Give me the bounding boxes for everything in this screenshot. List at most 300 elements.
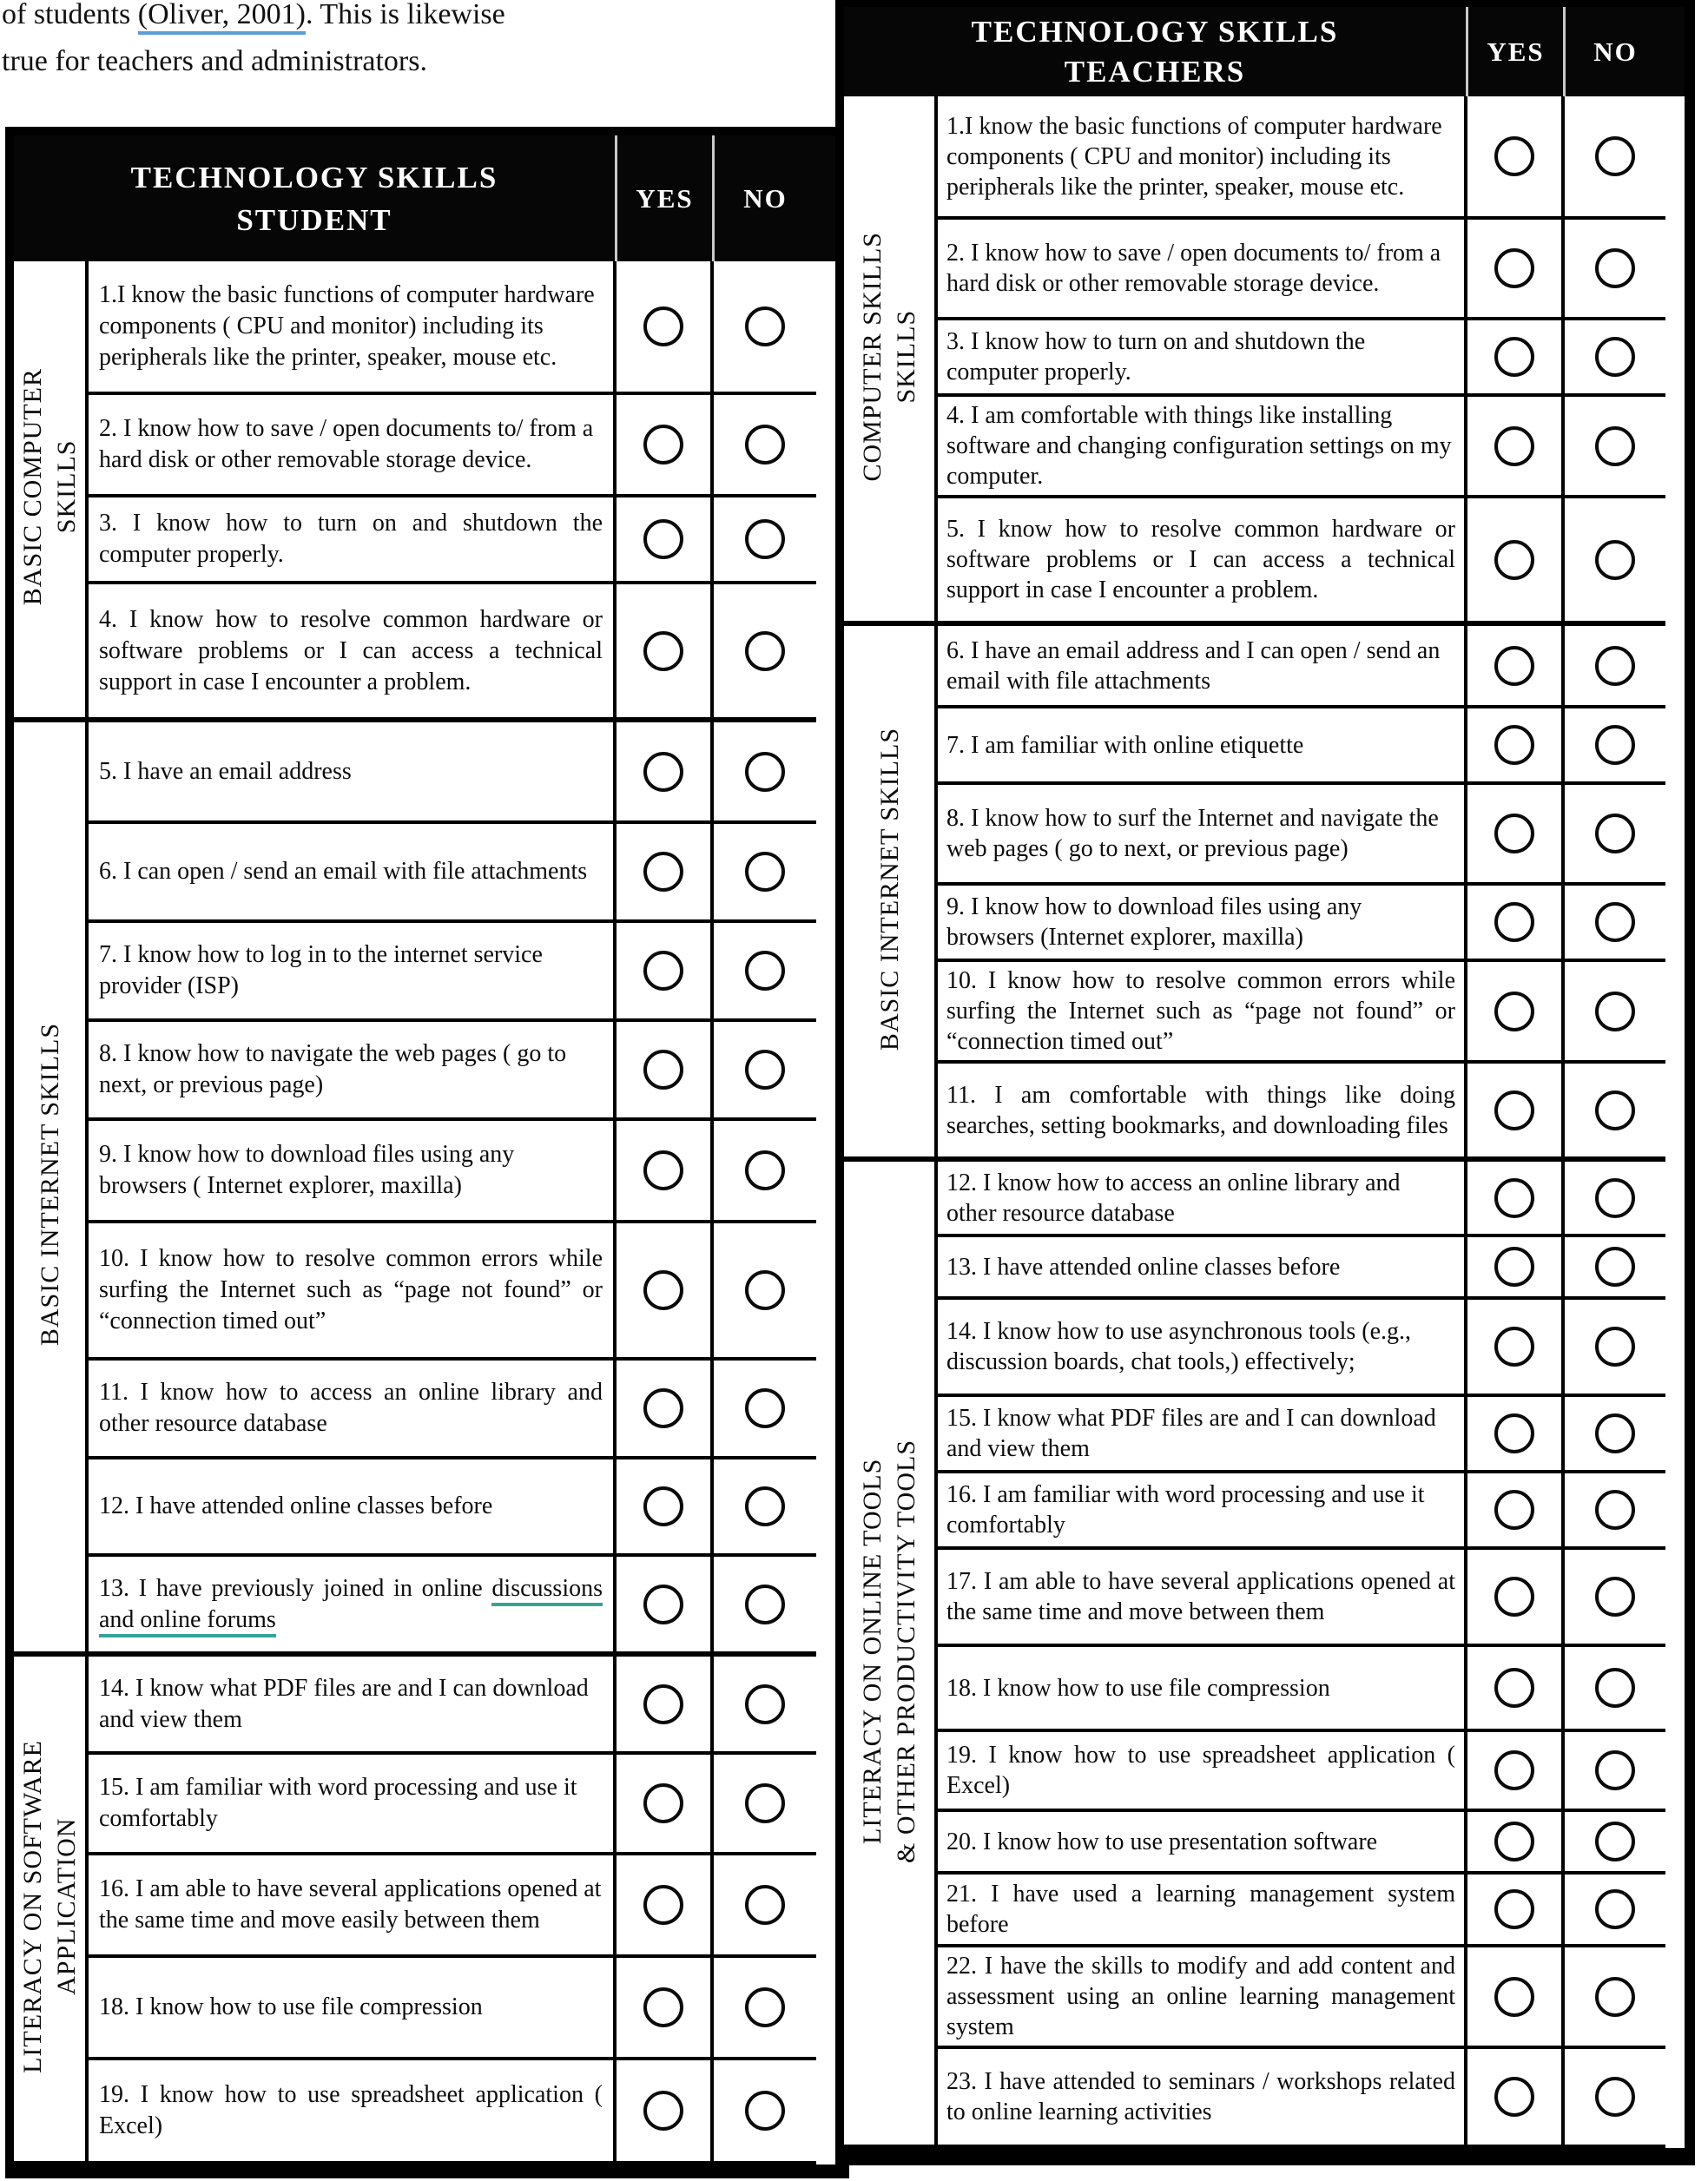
intro-line-2: true for teachers and administrators. (2, 45, 427, 77)
no-cell (1563, 96, 1665, 218)
table-row (14, 1854, 816, 1956)
question-text: 7. I know how to log in to the internet service provider (ISP) (99, 941, 543, 999)
yes-cell (1466, 884, 1563, 960)
yes-cell (615, 1654, 712, 1753)
question-cell (87, 1654, 615, 1753)
yes-radio[interactable] (1494, 1822, 1534, 1861)
question-cell (936, 96, 1466, 218)
no-radio[interactable] (745, 951, 785, 991)
no-radio[interactable] (1595, 1668, 1635, 1708)
no-radio[interactable] (1595, 1822, 1635, 1861)
question-text: 9. I know how to download files using any browsers ( Internet explorer, maxilla) (99, 1141, 515, 1199)
no-radio[interactable] (745, 2091, 785, 2131)
question-cell (936, 1548, 1466, 1645)
yes-radio[interactable] (643, 631, 683, 671)
question-text: 10. I know how to resolve common errors while surfing the Internet such as “page not found” or “connection timed out” (99, 1245, 603, 1334)
no-radio[interactable] (1595, 1490, 1635, 1530)
yes-radio[interactable] (643, 519, 683, 559)
no-radio[interactable] (1595, 337, 1635, 377)
question-text: 19. I know how to use spreadsheet application ( Excel) (946, 1742, 1455, 1799)
no-radio[interactable] (745, 752, 785, 792)
no-column-header: NO (1563, 7, 1665, 96)
no-cell (1563, 2047, 1665, 2146)
question-text: 18. I know how to use file compression (946, 1674, 1330, 1702)
yes-radio[interactable] (643, 1270, 683, 1310)
yes-column-header: YES (615, 135, 712, 261)
yes-cell (1466, 497, 1563, 623)
yes-radio[interactable] (643, 1050, 683, 1090)
no-radio[interactable] (745, 1885, 785, 1925)
question-cell (87, 1458, 615, 1555)
question-cell (87, 1359, 615, 1458)
question-text: 17. I am able to have several applications opened at the same time and move between them (946, 1568, 1455, 1625)
category-label-line: LITERACY ON ONLINE TOOLS (858, 1458, 887, 1844)
no-radio[interactable] (745, 1684, 785, 1724)
yes-radio[interactable] (643, 1486, 683, 1526)
yes-cell (1466, 1159, 1563, 1235)
question-cell (936, 1395, 1466, 1472)
no-radio[interactable] (745, 306, 785, 346)
no-radio[interactable] (1595, 1889, 1635, 1929)
table-row (844, 497, 1665, 623)
question-cell (936, 2047, 1466, 2146)
no-radio[interactable] (1595, 1327, 1635, 1367)
yes-radio[interactable] (1494, 1889, 1534, 1929)
teachers-table-header (844, 7, 1685, 96)
question-cell (936, 1062, 1466, 1159)
question-cell (936, 218, 1466, 319)
yes-cell (1466, 2047, 1563, 2146)
yes-radio[interactable] (1494, 992, 1534, 1031)
yes-radio[interactable] (1494, 1668, 1534, 1708)
question-text: 12. I have attended online classes before (99, 1492, 493, 1519)
yes-radio[interactable] (1494, 1750, 1534, 1790)
yes-cell (1466, 707, 1563, 783)
yes-radio[interactable] (643, 1388, 683, 1428)
no-radio[interactable] (745, 852, 785, 892)
no-radio[interactable] (745, 425, 785, 465)
no-radio[interactable] (1595, 248, 1635, 288)
question-text: 5. I have an email address (99, 757, 352, 785)
intro-text-suffix: . This is likewise (305, 0, 505, 30)
question-cell (936, 319, 1466, 395)
question-text: 9. I know how to download files using any browsers (Internet explorer, maxilla) (946, 893, 1362, 951)
table-title-line: TECHNOLOGY SKILLS (971, 15, 1339, 49)
table-row (844, 1472, 1665, 1548)
question-cell (936, 1810, 1466, 1873)
question-text: 4. I know how to resolve common hardware or software problems or I can access a technical support in case I encounter a problem. (99, 605, 603, 695)
question-cell (936, 1472, 1466, 1548)
category-label (855, 1440, 923, 1863)
category-label-line: APPLICATION (52, 1817, 81, 1996)
question-text: 3. I know how to turn on and shutdown the computer properly. (99, 510, 603, 568)
question-text: 22. I have the skills to modify and add content and assessment using an online learning management system (946, 1953, 1455, 2040)
question-cell (936, 1730, 1466, 1810)
table-row (844, 395, 1665, 497)
yes-radio[interactable] (643, 1987, 683, 2027)
table-row (14, 1020, 816, 1119)
citation-link[interactable]: (Oliver, 2001) (138, 0, 306, 35)
no-cell (1563, 1062, 1665, 1159)
no-cell (1563, 1645, 1665, 1730)
no-cell (1563, 884, 1665, 960)
no-cell (1563, 1946, 1665, 2047)
no-cell (1563, 395, 1665, 497)
yes-cell (615, 921, 712, 1020)
yes-cell (615, 261, 712, 393)
table-row (14, 261, 816, 393)
table-row (14, 496, 816, 583)
yes-cell (1466, 1946, 1563, 2047)
question-cell (936, 960, 1466, 1062)
table-row (844, 1946, 1665, 2047)
table-row (14, 1359, 816, 1458)
question-cell (87, 496, 615, 583)
no-cell (1563, 1235, 1665, 1298)
question-cell (87, 822, 615, 921)
yes-cell (615, 1222, 712, 1359)
category-label (33, 1023, 67, 1346)
no-radio[interactable] (1595, 1577, 1635, 1617)
table-row (14, 921, 816, 1020)
no-radio[interactable] (745, 1150, 785, 1190)
question-cell (936, 783, 1466, 884)
question-cell (936, 1235, 1466, 1298)
question-text: 20. I know how to use presentation software (946, 1828, 1378, 1855)
question-cell (936, 395, 1466, 497)
yes-cell (1466, 96, 1563, 218)
no-radio[interactable] (745, 1987, 785, 2027)
intro-line-1 (2, 0, 840, 38)
question-text: 21. I have used a learning management system before (946, 1881, 1455, 1938)
category-cell (844, 96, 936, 623)
table-row (844, 1810, 1665, 1873)
table-row (844, 319, 1665, 395)
no-radio[interactable] (745, 519, 785, 559)
question-text: 1.I know the basic functions of computer hardware components ( CPU and monitor) including its peripherals like the printer, speaker, mouse etc. (946, 112, 1442, 201)
table-row (844, 1062, 1665, 1159)
question-cell (87, 261, 615, 393)
question-text: 8. I know how to navigate the web pages ( go to next, or previous page) (99, 1040, 567, 1098)
yes-cell (615, 1359, 712, 1458)
question-text: 14. I know how to use asynchronous tools (e.g., discussion boards, chat tools,) effectively; (946, 1318, 1412, 1375)
no-cell (712, 1119, 816, 1222)
no-cell (712, 1222, 816, 1359)
table-title-line: TEACHERS (1064, 54, 1246, 89)
no-cell (1563, 319, 1665, 395)
yes-cell (1466, 623, 1563, 707)
yes-radio[interactable] (643, 1684, 683, 1724)
yes-radio[interactable] (1494, 1413, 1534, 1453)
no-radio[interactable] (1595, 725, 1635, 765)
no-radio[interactable] (745, 1486, 785, 1526)
yes-cell (1466, 1472, 1563, 1548)
no-radio[interactable] (1595, 992, 1635, 1031)
yes-radio[interactable] (1494, 1090, 1534, 1130)
no-cell (1563, 1395, 1665, 1472)
no-cell (1563, 707, 1665, 783)
yes-cell (1466, 1235, 1563, 1298)
no-radio[interactable] (1595, 426, 1635, 466)
no-radio[interactable] (1595, 540, 1635, 580)
no-cell (712, 1854, 816, 1956)
yes-radio[interactable] (1494, 902, 1534, 942)
table-row (844, 884, 1665, 960)
table-row (14, 1654, 816, 1753)
question-text: 18. I know how to use file compression (99, 1993, 483, 2020)
student-skills-table (5, 127, 849, 2178)
no-cell (712, 1753, 816, 1854)
no-cell (712, 2059, 816, 2163)
table-row (844, 783, 1665, 884)
question-text: 23. I have attended to seminars / workshops related to online learning activities (946, 2068, 1455, 2125)
question-text: 15. I know what PDF files are and I can download and view them (946, 1405, 1436, 1462)
teachers-table-body (844, 96, 1665, 2148)
no-radio[interactable] (745, 1050, 785, 1090)
yes-radio[interactable] (1494, 136, 1534, 176)
question-text: 16. I am able to have several applications opened at the same time and move easily between them (99, 1875, 602, 1934)
question-cell (87, 1753, 615, 1854)
yes-cell (1466, 1062, 1563, 1159)
table-row (14, 2059, 816, 2163)
category-label (16, 368, 83, 605)
yes-radio[interactable] (643, 425, 683, 465)
yes-radio[interactable] (643, 951, 683, 991)
yes-radio[interactable] (643, 1150, 683, 1190)
category-cell (14, 720, 87, 1654)
question-cell (936, 707, 1466, 783)
no-cell (1563, 1730, 1665, 1810)
no-cell (712, 1020, 816, 1119)
table-row (14, 1956, 816, 2059)
yes-radio[interactable] (1494, 725, 1534, 765)
yes-cell (615, 1020, 712, 1119)
yes-cell (1466, 319, 1563, 395)
yes-radio[interactable] (1494, 1178, 1534, 1218)
table-row (844, 1159, 1665, 1235)
yes-cell (1466, 1730, 1563, 1810)
no-cell (712, 496, 816, 583)
question-text: 5. I know how to resolve common hardware or software problems or I can access a technical support in case I encounter a problem. (946, 516, 1455, 603)
table-row (14, 583, 816, 720)
question-cell (87, 1119, 615, 1222)
no-radio[interactable] (745, 1270, 785, 1310)
table-row (844, 1298, 1665, 1395)
question-cell (87, 1854, 615, 1956)
question-text: 2. I know how to save / open documents to/ from a hard disk or other removable storage device. (946, 240, 1441, 297)
yes-cell (615, 1119, 712, 1222)
yes-column-header: YES (1466, 7, 1563, 96)
underlined-question-text: discussions and online forums (99, 1575, 603, 1637)
question-text: 11. I know how to access an online library and other resource database (99, 1379, 603, 1437)
yes-cell (1466, 218, 1563, 319)
no-radio[interactable] (1595, 1750, 1635, 1790)
teachers-table-title (844, 7, 1466, 96)
question-cell (87, 1555, 615, 1654)
category-label-line: BASIC COMPUTER (18, 368, 47, 606)
table-row (844, 1730, 1665, 1810)
yes-cell (615, 1555, 712, 1654)
yes-radio[interactable] (643, 306, 683, 346)
yes-radio[interactable] (1494, 646, 1534, 686)
yes-cell (1466, 1548, 1563, 1645)
question-cell (87, 1020, 615, 1119)
table-row (14, 1753, 816, 1854)
question-text: 14. I know what PDF files are and I can download and view them (99, 1674, 589, 1733)
category-label (16, 1740, 83, 2073)
no-radio[interactable] (1595, 646, 1635, 686)
category-label-line: SKILLS (52, 440, 81, 534)
yes-cell (1466, 1873, 1563, 1946)
question-text: 2. I know how to save / open documents to/ from a hard disk or other removable storage device. (99, 415, 594, 473)
question-text: 13. I have attended online classes before (946, 1253, 1341, 1281)
no-radio[interactable] (745, 1388, 785, 1428)
question-text: 11. I am comfortable with things like doing searches, setting bookmarks, and downloading files (946, 1081, 1455, 1139)
yes-radio[interactable] (1494, 2077, 1534, 2117)
yes-radio[interactable] (1494, 426, 1534, 466)
yes-radio[interactable] (1494, 1577, 1534, 1617)
no-radio[interactable] (1595, 2077, 1635, 2117)
question-text-part: 13. I have previously joined in online (99, 1574, 492, 1602)
no-radio[interactable] (1595, 1178, 1635, 1218)
question-cell (936, 1159, 1466, 1235)
intro-text-prefix: of students (2, 0, 138, 30)
no-radio[interactable] (745, 1585, 785, 1624)
yes-radio[interactable] (643, 2091, 683, 2131)
no-radio[interactable] (1595, 1090, 1635, 1130)
question-text: 12. I know how to access an online library and other resource database (946, 1169, 1401, 1227)
table-row (844, 1395, 1665, 1472)
table-title-line: TECHNOLOGY SKILLS (130, 160, 498, 194)
question-cell (87, 1956, 615, 2059)
yes-radio[interactable] (1494, 1490, 1534, 1530)
question-cell (87, 2059, 615, 2163)
table-row (844, 960, 1665, 1062)
no-radio[interactable] (1595, 1247, 1635, 1287)
intro-paragraph (2, 0, 840, 85)
question-cell (936, 1645, 1466, 1730)
student-table-body (14, 261, 816, 2165)
no-radio[interactable] (1595, 1977, 1635, 2017)
question-cell (87, 1222, 615, 1359)
question-text: 6. I have an email address and I can open / send an email with file attachments (946, 636, 1441, 695)
table-row (844, 623, 1665, 707)
category-label-line: COMPUTER SKILLS (858, 231, 887, 482)
student-table-title (14, 135, 615, 261)
yes-cell (1466, 783, 1563, 884)
yes-radio[interactable] (643, 1783, 683, 1823)
category-cell (14, 1654, 87, 2163)
no-cell (1563, 623, 1665, 707)
question-text: 7. I am familiar with online etiquette (946, 731, 1304, 759)
no-cell (712, 1555, 816, 1654)
no-cell (1563, 960, 1665, 1062)
yes-radio[interactable] (643, 1585, 683, 1624)
table-row (844, 1235, 1665, 1298)
no-cell (1563, 1159, 1665, 1235)
table-row (14, 1555, 816, 1654)
table-row (844, 1645, 1665, 1730)
yes-cell (1466, 1395, 1563, 1472)
table-row (844, 1873, 1665, 1946)
yes-radio[interactable] (1494, 1977, 1534, 2017)
no-radio[interactable] (1595, 136, 1635, 176)
question-cell (936, 1946, 1466, 2047)
no-radio[interactable] (1595, 814, 1635, 853)
question-cell (936, 623, 1466, 707)
yes-cell (1466, 1645, 1563, 1730)
no-cell (712, 822, 816, 921)
no-radio[interactable] (745, 1783, 785, 1823)
yes-cell (615, 1956, 712, 2059)
yes-radio[interactable] (1494, 1247, 1534, 1287)
yes-cell (615, 496, 712, 583)
table-row (844, 218, 1665, 319)
yes-radio[interactable] (643, 1885, 683, 1925)
category-cell (14, 261, 87, 720)
question-text: 16. I am familiar with word processing and use it comfortably (946, 1481, 1425, 1539)
yes-cell (615, 822, 712, 921)
yes-cell (615, 393, 712, 496)
question-cell (936, 884, 1466, 960)
question-text: 15. I am familiar with word processing and use it comfortably (99, 1774, 577, 1832)
no-cell (712, 1359, 816, 1458)
no-cell (1563, 1873, 1665, 1946)
question-text: 1.I know the basic functions of computer hardware components ( CPU and monitor) including its peripherals like the printer, speaker, mouse etc. (99, 281, 595, 371)
no-cell (1563, 1298, 1665, 1395)
yes-cell (615, 1854, 712, 1956)
question-text (89, 1568, 613, 1641)
yes-cell (615, 720, 712, 822)
yes-radio[interactable] (1494, 540, 1534, 580)
table-row (14, 1458, 816, 1555)
no-cell (1563, 1810, 1665, 1873)
category-label-line: SKILLS (892, 309, 920, 404)
no-cell (712, 583, 816, 720)
no-cell (1563, 218, 1665, 319)
no-cell (712, 720, 816, 822)
no-radio[interactable] (1595, 902, 1635, 942)
category-cell (844, 623, 936, 1159)
no-radio[interactable] (1595, 1413, 1635, 1453)
category-cell (844, 1159, 936, 2146)
yes-cell (1466, 1810, 1563, 1873)
yes-radio[interactable] (1494, 248, 1534, 288)
yes-cell (615, 1458, 712, 1555)
yes-radio[interactable] (643, 852, 683, 892)
yes-cell (615, 1753, 712, 1854)
no-cell (712, 921, 816, 1020)
no-cell (712, 1654, 816, 1753)
yes-radio[interactable] (1494, 814, 1534, 853)
yes-radio[interactable] (1494, 337, 1534, 377)
no-cell (1563, 1472, 1665, 1548)
no-radio[interactable] (745, 631, 785, 671)
no-cell (1563, 783, 1665, 884)
question-cell (936, 1873, 1466, 1946)
table-row (844, 1548, 1665, 1645)
no-column-header: NO (712, 135, 816, 261)
table-row (844, 2047, 1665, 2146)
no-cell (712, 261, 816, 393)
no-cell (1563, 1548, 1665, 1645)
yes-radio[interactable] (643, 752, 683, 792)
table-row (844, 96, 1665, 218)
question-text: 3. I know how to turn on and shutdown the computer properly. (946, 328, 1366, 385)
category-label (855, 232, 923, 482)
yes-radio[interactable] (1494, 1327, 1534, 1367)
no-cell (712, 1956, 816, 2059)
